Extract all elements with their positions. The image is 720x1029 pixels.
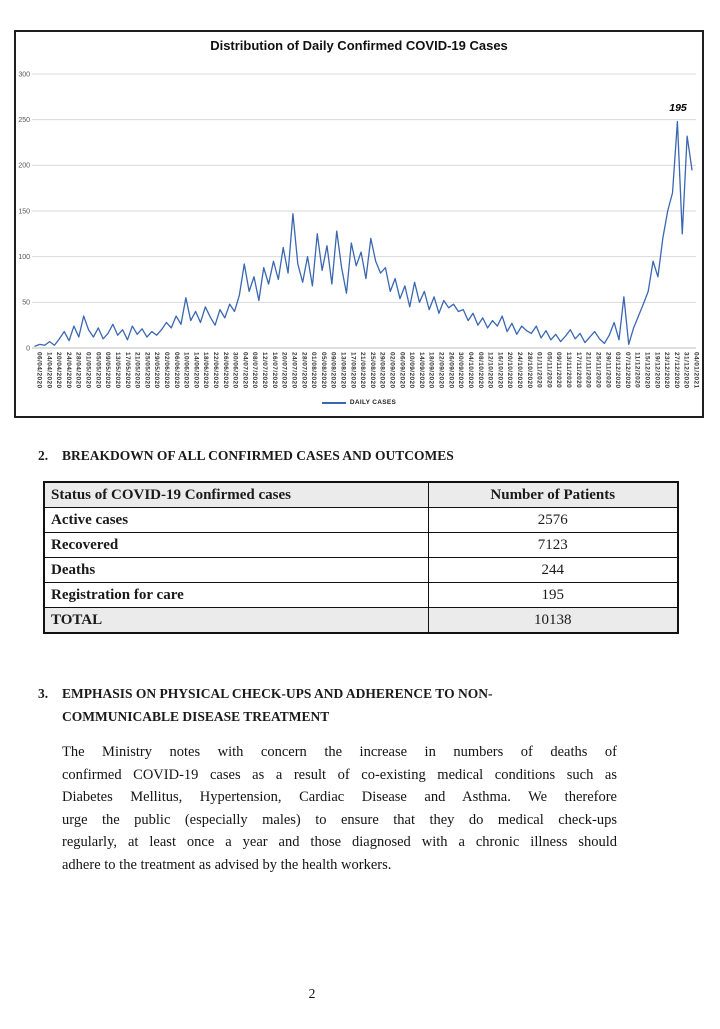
svg-text:250: 250 [18, 117, 30, 125]
svg-text:26/06/2020: 26/06/2020 [221, 352, 229, 389]
svg-text:06/04/2020: 06/04/2020 [35, 352, 43, 389]
svg-text:06/06/2020: 06/06/2020 [172, 352, 180, 389]
svg-text:29/05/2020: 29/05/2020 [153, 352, 161, 389]
svg-text:08/10/2020: 08/10/2020 [476, 352, 484, 389]
table-cell: 2576 [428, 508, 678, 533]
svg-text:24/04/2020: 24/04/2020 [64, 352, 72, 389]
section2-heading [38, 444, 638, 467]
svg-text:04/01/2021: 04/01/2021 [692, 352, 700, 389]
table-row [44, 608, 678, 634]
svg-text:21/08/2020: 21/08/2020 [359, 352, 367, 389]
svg-text:17/11/2020: 17/11/2020 [574, 352, 582, 389]
svg-text:04/07/2020: 04/07/2020 [241, 352, 249, 389]
table-header-row [44, 482, 678, 508]
table-cell: 244 [428, 558, 678, 583]
svg-text:20/04/2020: 20/04/2020 [55, 352, 63, 389]
table-body [44, 508, 678, 634]
table-row [44, 583, 678, 608]
svg-text:100: 100 [18, 254, 30, 262]
svg-text:09/08/2020: 09/08/2020 [329, 352, 337, 389]
svg-text:31/12/2020: 31/12/2020 [682, 352, 690, 389]
svg-text:20/07/2020: 20/07/2020 [280, 352, 288, 389]
svg-text:15/12/2020: 15/12/2020 [643, 352, 651, 389]
svg-text:16/07/2020: 16/07/2020 [270, 352, 278, 389]
svg-text:10/06/2020: 10/06/2020 [182, 352, 190, 389]
svg-text:05/11/2020: 05/11/2020 [545, 352, 553, 389]
table-cell: 10138 [428, 608, 678, 634]
svg-text:14/06/2020: 14/06/2020 [192, 352, 200, 389]
svg-text:28/04/2020: 28/04/2020 [74, 352, 82, 389]
paragraph-line: Diabetes Mellitus, Hypertension, Cardiac Disease and Asthma. We therefore [62, 789, 617, 805]
svg-text:22/09/2020: 22/09/2020 [437, 352, 445, 389]
table-cell: TOTAL [44, 608, 428, 634]
svg-text:03/12/2020: 03/12/2020 [614, 352, 622, 389]
svg-text:18/06/2020: 18/06/2020 [202, 352, 210, 389]
svg-text:06/09/2020: 06/09/2020 [398, 352, 406, 389]
svg-text:11/12/2020: 11/12/2020 [633, 352, 641, 389]
svg-text:01/05/2020: 01/05/2020 [84, 352, 92, 389]
section2-heading-text: BREAKDOWN OF ALL CONFIRMED CASES AND OUTCOMES [62, 448, 454, 463]
svg-text:12/07/2020: 12/07/2020 [261, 352, 269, 389]
svg-text:200: 200 [18, 162, 30, 170]
svg-text:17/05/2020: 17/05/2020 [123, 352, 131, 389]
table-row [44, 508, 678, 533]
svg-text:05/08/2020: 05/08/2020 [319, 352, 327, 389]
svg-text:29/11/2020: 29/11/2020 [604, 352, 612, 389]
svg-text:02/09/2020: 02/09/2020 [388, 352, 396, 389]
paragraph-line: adhere to the treatment as advised by the health workers. [62, 856, 392, 873]
svg-text:24/07/2020: 24/07/2020 [290, 352, 298, 389]
svg-text:14/04/2020: 14/04/2020 [45, 352, 53, 389]
table-header-number: Number of Patients [428, 482, 678, 508]
svg-text:09/05/2020: 09/05/2020 [104, 352, 112, 389]
svg-text:28/07/2020: 28/07/2020 [300, 352, 308, 389]
svg-text:23/12/2020: 23/12/2020 [663, 352, 671, 389]
svg-text:29/08/2020: 29/08/2020 [378, 352, 386, 389]
svg-text:30/06/2020: 30/06/2020 [231, 352, 239, 389]
svg-text:12/10/2020: 12/10/2020 [486, 352, 494, 389]
svg-text:08/07/2020: 08/07/2020 [251, 352, 259, 389]
svg-text:26/09/2020: 26/09/2020 [447, 352, 455, 389]
svg-text:30/09/2020: 30/09/2020 [457, 352, 465, 389]
svg-text:21/05/2020: 21/05/2020 [133, 352, 141, 389]
paragraph-line: regularly, at least once a year and those diagnosed with a chronic illness should [62, 834, 617, 850]
section3-paragraph [62, 741, 617, 876]
daily-cases-chart [14, 30, 704, 418]
svg-text:01/11/2020: 01/11/2020 [535, 352, 543, 389]
svg-text:10/09/2020: 10/09/2020 [408, 352, 416, 389]
svg-text:19/12/2020: 19/12/2020 [653, 352, 661, 389]
paragraph-line: The Ministry notes with concern the increase in numbers of deaths of [62, 744, 617, 760]
cases-outcomes-table [43, 481, 679, 634]
daily-cases-line-plot [16, 32, 702, 416]
table-row [44, 558, 678, 583]
svg-text:05/05/2020: 05/05/2020 [94, 352, 102, 389]
table-row [44, 533, 678, 558]
page-number: 2 [308, 986, 316, 1001]
svg-text:01/08/2020: 01/08/2020 [310, 352, 318, 389]
svg-text:0: 0 [26, 345, 30, 353]
svg-text:13/08/2020: 13/08/2020 [339, 352, 347, 389]
svg-text:150: 150 [18, 208, 30, 216]
section2-number: 2. [38, 448, 49, 463]
section3-heading-text: EMPHASIS ON PHYSICAL CHECK-UPS AND ADHERENCE TO NON- COMMUNICABLE DISEASE TREATMENT [62, 686, 493, 724]
svg-text:25/08/2020: 25/08/2020 [368, 352, 376, 389]
section3-number: 3. [38, 686, 49, 701]
svg-text:14/09/2020: 14/09/2020 [417, 352, 425, 389]
svg-text:20/10/2020: 20/10/2020 [506, 352, 514, 389]
svg-text:07/12/2020: 07/12/2020 [623, 352, 631, 389]
chart-legend [16, 399, 702, 406]
last-point-data-label: 195 [669, 102, 687, 114]
svg-text:13/11/2020: 13/11/2020 [565, 352, 573, 389]
paragraph-line: urge the public (especially males) to ensure that they do medical check-ups [62, 811, 617, 828]
legend-series-label: DAILY CASES [349, 399, 397, 406]
svg-text:17/08/2020: 17/08/2020 [349, 352, 357, 389]
svg-text:21/11/2020: 21/11/2020 [584, 352, 592, 389]
table-cell: Deaths [44, 558, 428, 583]
table-cell: Active cases [44, 508, 428, 533]
table-cell: Registration for care [44, 583, 428, 608]
svg-text:27/12/2020: 27/12/2020 [672, 352, 680, 389]
svg-text:13/05/2020: 13/05/2020 [113, 352, 121, 389]
svg-text:25/05/2020: 25/05/2020 [143, 352, 151, 389]
chart-title: Distribution of Daily Confirmed COVID-19 Cases [210, 38, 508, 53]
svg-text:16/10/2020: 16/10/2020 [496, 352, 504, 389]
svg-text:28/10/2020: 28/10/2020 [525, 352, 533, 389]
table-cell: 7123 [428, 533, 678, 558]
svg-text:04/10/2020: 04/10/2020 [466, 352, 474, 389]
section3-heading [38, 682, 618, 728]
svg-text:300: 300 [18, 71, 30, 79]
svg-text:02/06/2020: 02/06/2020 [162, 352, 170, 389]
svg-text:22/06/2020: 22/06/2020 [212, 352, 220, 389]
svg-text:24/10/2020: 24/10/2020 [515, 352, 523, 389]
svg-text:09/11/2020: 09/11/2020 [555, 352, 563, 389]
table-cell: Recovered [44, 533, 428, 558]
svg-text:50: 50 [22, 299, 30, 307]
svg-text:25/11/2020: 25/11/2020 [594, 352, 602, 389]
table-header-status: Status of COVID-19 Confirmed cases [44, 482, 428, 508]
paragraph-line: confirmed COVID-19 cases as a result of co-existing medical conditions such as [62, 766, 617, 783]
legend-line-swatch [322, 402, 346, 404]
svg-text:18/09/2020: 18/09/2020 [427, 352, 435, 389]
table-cell: 195 [428, 583, 678, 608]
